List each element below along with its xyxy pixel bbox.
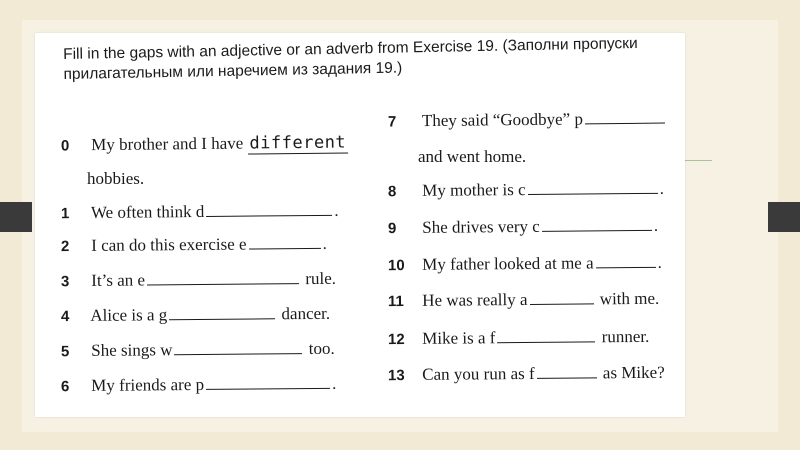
exercise-item-8 [388,178,664,203]
exercise-text-after: . [322,233,327,253]
exercise-number: 9 [387,220,397,238]
exercise-text-after: as Mike? [602,362,665,383]
handwritten-answer: different [247,132,348,154]
exercise-number: 3 [60,273,70,291]
exercise-number: 8 [387,183,397,201]
exercise-text: My mother is c [422,180,526,200]
exercise-item-9 [388,215,658,240]
exercise-text: My father looked at me a [422,253,594,274]
exercise-text-after: rule. [305,268,337,289]
exercise-number: 10 [387,257,405,275]
exercise-text: Alice is a g [90,305,168,325]
right-bar-decoration [768,202,800,232]
exercise-text-after: runner. [601,326,650,347]
exercise-item-4 [61,303,330,328]
answer-blank[interactable] [537,363,597,379]
exercise-item-1 [61,200,339,225]
exercise-text: My brother and I have [91,133,244,155]
exercise-text: Can you run as f [422,363,535,384]
accent-line-right [682,160,712,161]
answer-blank[interactable] [206,201,332,217]
answer-blank[interactable] [497,327,595,343]
exercise-text-after: . [331,373,337,393]
instruction-text: Fill in the gaps with an adjective or an adverb from Exercise 19. (Заполни пропуски прилагательным или наречием из задания 19.) [63,34,638,83]
exercise-item-13 [388,362,665,387]
exercise-number: 1 [60,205,70,223]
answer-blank[interactable] [147,269,299,285]
exercise-number: 6 [60,378,70,396]
exercise-text: and went home. [418,147,527,166]
exercise-item-10 [388,252,662,277]
exercise-number: 13 [387,367,405,385]
exercise-number: 0 [60,137,70,155]
exercise-text: They said “Goodbye” p [421,109,584,131]
answer-blank[interactable] [206,374,330,390]
exercise-text-after: dancer. [281,303,331,324]
answer-blank[interactable] [528,179,658,195]
exercise-item-0-continued [87,168,144,190]
left-bar-decoration [0,202,32,232]
exercise-item-2 [61,233,327,258]
exercise-text: He was really a [422,289,528,310]
exercise-text: hobbies. [87,169,145,188]
exercise-number: 12 [387,330,405,349]
exercise-text-after: . [334,200,339,220]
exercise-item-11 [388,288,659,313]
exercise-text: It’s an e [91,270,146,290]
exercise-text-after: with me. [599,288,660,309]
exercise-text-after: . [657,252,662,272]
exercise-text-after: . [659,178,664,198]
exercise-text: I can do this exercise e [91,234,247,255]
exercise-item-6 [61,373,337,398]
answer-blank[interactable] [529,289,593,305]
worksheet [35,33,685,417]
exercise-text: She sings w [91,340,173,360]
exercise-item-3 [61,268,336,293]
exercise-number: 4 [60,308,70,326]
answer-blank[interactable] [248,234,320,250]
exercise-text-after: . [653,215,659,235]
exercise-text: We often think d [90,201,205,222]
answer-blank[interactable] [596,253,656,269]
exercise-number: 11 [387,293,404,311]
exercise-number: 5 [60,343,70,361]
exercise-item-12 [388,326,650,351]
answer-blank[interactable] [542,216,652,232]
answer-blank[interactable] [585,109,665,125]
exercise-number: 7 [387,113,397,131]
exercise-text: She drives very c [422,216,540,237]
exercise-text-after: too. [308,338,335,359]
answer-blank[interactable] [174,339,302,355]
exercise-item-0 [61,131,348,157]
answer-blank[interactable] [169,304,275,320]
exercise-item-5 [61,338,335,363]
exercise-text: Mike is a f [422,328,496,348]
exercise-text: My friends are p [91,374,205,395]
exercise-item-7-continued [418,146,526,168]
exercise-item-7 [388,108,667,134]
exercise-number: 2 [60,238,70,256]
